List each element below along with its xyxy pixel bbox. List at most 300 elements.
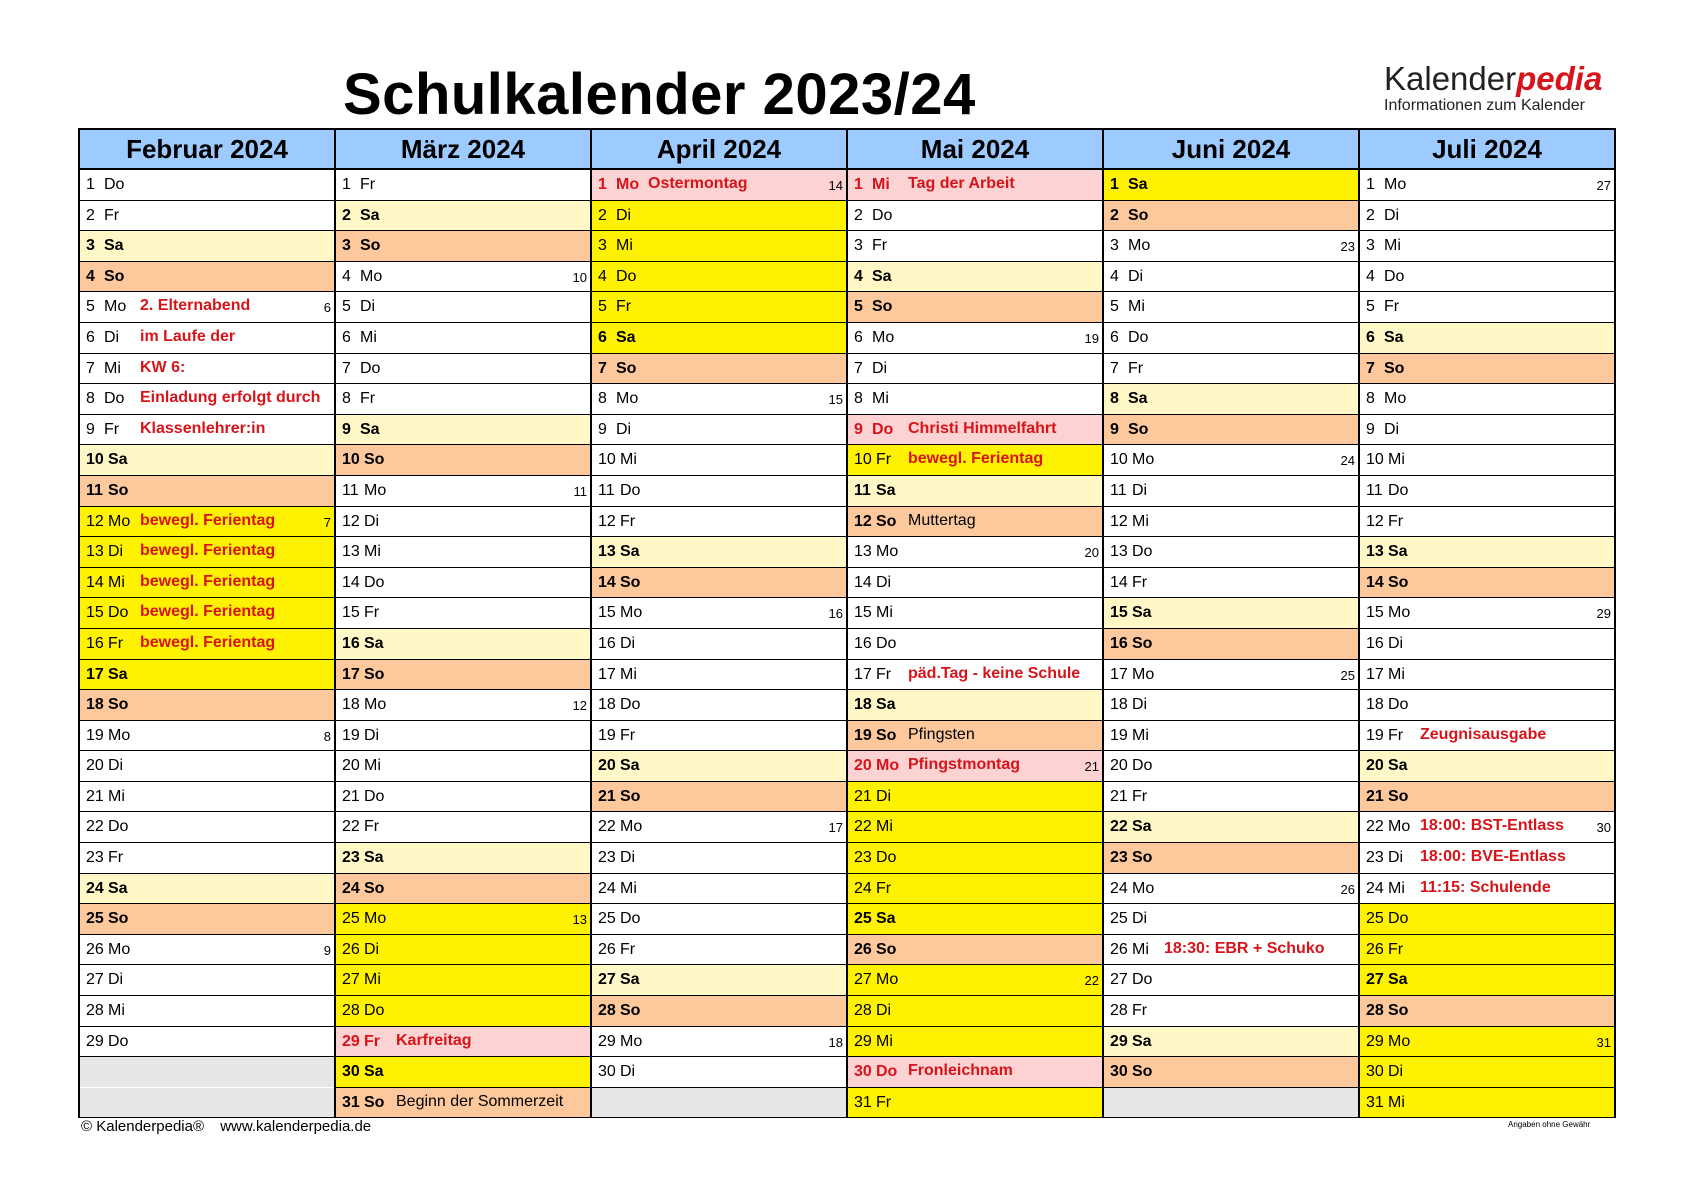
weekday-label: So	[364, 451, 385, 469]
day-row	[848, 690, 1102, 721]
weekday-label: Mi	[620, 665, 637, 683]
weekday-label: Mo	[620, 604, 643, 622]
weekday-label: Fr	[616, 298, 632, 316]
week-number: 9	[323, 942, 331, 958]
day-number: 7	[342, 359, 351, 377]
day-number: 5	[342, 298, 351, 316]
day-row	[336, 354, 590, 385]
day-number: 14	[598, 573, 616, 591]
day-row	[848, 292, 1102, 323]
weekday-label: Mi	[872, 390, 889, 408]
day-row	[80, 751, 334, 782]
day-note: Beginn der Sommerzeit	[396, 1092, 564, 1110]
weekday-label: Mo	[616, 176, 640, 193]
day-number: 7	[854, 359, 863, 377]
weekday-label: Fr	[1132, 787, 1148, 805]
weekday-label: Fr	[620, 940, 636, 958]
day-number: 22	[1110, 818, 1128, 836]
day-row	[1360, 874, 1614, 905]
weekday-label: Mo	[108, 940, 131, 958]
day-row	[80, 721, 334, 752]
day-row	[592, 231, 846, 262]
weekday-label: Sa	[1132, 604, 1152, 622]
day-number: 22	[598, 818, 616, 836]
day-number: 21	[1110, 787, 1128, 805]
day-number: 6	[342, 328, 351, 346]
weekday-label: Do	[1384, 267, 1405, 285]
day-row	[336, 1088, 590, 1119]
weekday-label: Sa	[104, 237, 124, 255]
day-number: 10	[86, 451, 104, 469]
day-number: 30	[1110, 1063, 1128, 1081]
weekday-label: Fr	[1132, 573, 1148, 591]
day-number: 9	[1366, 420, 1375, 438]
day-number: 11	[598, 481, 615, 499]
weekday-label: Di	[876, 787, 892, 805]
weekday-label: Mo	[1384, 390, 1407, 408]
weekday-label: Do	[1128, 328, 1149, 346]
day-number: 28	[86, 1002, 104, 1020]
day-row	[80, 445, 334, 476]
day-number: 9	[342, 420, 351, 438]
month-header: Juli 2024	[1360, 130, 1614, 170]
day-row	[1360, 598, 1614, 629]
day-row	[80, 935, 334, 966]
day-number: 16	[854, 634, 872, 652]
weekday-label: So	[876, 512, 897, 530]
weekday-label: So	[108, 696, 129, 714]
day-row	[848, 201, 1102, 232]
day-row	[592, 935, 846, 966]
day-number: 23	[342, 849, 360, 867]
day-row	[336, 323, 590, 354]
weekday-label: Do	[876, 849, 897, 867]
day-row	[336, 660, 590, 691]
weekday-label: So	[1388, 1002, 1409, 1020]
day-number: 10	[598, 451, 616, 469]
day-row	[80, 965, 334, 996]
day-row	[848, 1027, 1102, 1058]
day-row	[592, 843, 846, 874]
day-row	[1104, 874, 1358, 905]
day-number: 10	[854, 451, 872, 469]
day-row	[80, 690, 334, 721]
weekday-label: So	[364, 879, 385, 897]
day-number: 26	[1110, 940, 1128, 958]
day-row	[1104, 721, 1358, 752]
weekday-label: Fr	[876, 665, 892, 683]
day-row	[1360, 782, 1614, 813]
weekday-label: Mi	[872, 176, 890, 193]
week-number: 31	[1596, 1034, 1611, 1050]
day-row	[1360, 721, 1614, 752]
day-row	[80, 415, 334, 446]
day-number: 1	[1366, 176, 1375, 193]
day-row	[336, 935, 590, 966]
day-row	[80, 568, 334, 599]
day-number: 29	[598, 1032, 616, 1050]
week-number: 21	[1084, 759, 1099, 775]
day-number: 8	[342, 390, 351, 408]
weekday-label: Do	[104, 176, 125, 193]
week-number: 16	[828, 606, 843, 622]
weekday-label: Mo	[1132, 665, 1155, 683]
day-number: 24	[1110, 879, 1128, 897]
week-number: 19	[1084, 330, 1099, 346]
weekday-label: Mo	[872, 328, 895, 346]
weekday-label: Di	[616, 206, 632, 224]
day-row	[1360, 537, 1614, 568]
day-row	[848, 231, 1102, 262]
weekday-label: Fr	[876, 1093, 892, 1111]
day-row	[592, 751, 846, 782]
weekday-label: Fr	[360, 176, 376, 193]
weekday-label: Fr	[364, 1032, 380, 1050]
day-number: 2	[1366, 206, 1375, 224]
weekday-label: Fr	[1384, 298, 1400, 316]
day-note: 2. Elternabend	[140, 297, 251, 315]
day-number: 19	[1366, 726, 1384, 744]
day-number: 29	[1366, 1032, 1384, 1050]
day-number: 13	[1366, 543, 1384, 561]
day-row	[1360, 690, 1614, 721]
day-number: 21	[598, 787, 616, 805]
weekday-label: Di	[1132, 696, 1148, 714]
weekday-label: Sa	[620, 543, 640, 561]
day-row	[80, 384, 334, 415]
week-number: 6	[323, 300, 331, 316]
week-number: 12	[572, 698, 587, 714]
day-number: 4	[342, 267, 351, 285]
weekday-label: So	[364, 665, 385, 683]
day-row	[336, 721, 590, 752]
day-row	[592, 292, 846, 323]
weekday-label: So	[1128, 206, 1149, 224]
day-row	[848, 415, 1102, 446]
day-number: 8	[854, 390, 863, 408]
weekday-label: Di	[364, 940, 380, 958]
weekday-label: Sa	[876, 481, 896, 499]
weekday-label: So	[616, 359, 637, 377]
day-row	[848, 629, 1102, 660]
day-number: 4	[1110, 267, 1119, 285]
day-number: 11	[1366, 481, 1383, 499]
week-number: 14	[828, 178, 843, 193]
weekday-label: Di	[1384, 420, 1400, 438]
day-number: 28	[342, 1002, 360, 1020]
day-row	[592, 812, 846, 843]
weekday-label: So	[364, 1093, 385, 1111]
day-row	[1360, 384, 1614, 415]
day-note: päd.Tag - keine Schule	[908, 664, 1081, 682]
weekday-label: Do	[108, 818, 129, 836]
day-note: bewegl. Ferientag	[140, 633, 276, 651]
day-number: 30	[1366, 1063, 1384, 1081]
day-number: 24	[1366, 879, 1384, 897]
day-number: 6	[854, 328, 863, 346]
day-number: 14	[1110, 573, 1128, 591]
weekday-label: Fr	[620, 512, 636, 530]
day-number: 16	[342, 634, 360, 652]
weekday-label: Mo	[1388, 1032, 1411, 1050]
footer-url: www.kalenderpedia.de	[220, 1118, 372, 1135]
day-row	[80, 170, 334, 201]
day-number: 20	[1110, 757, 1128, 775]
day-note: Christi Himmelfahrt	[908, 419, 1057, 437]
day-number: 24	[86, 879, 104, 897]
day-number: 21	[854, 787, 872, 805]
day-row	[1104, 965, 1358, 996]
day-row	[1104, 384, 1358, 415]
day-number: 26	[1366, 940, 1384, 958]
week-number: 18	[828, 1034, 843, 1050]
weekday-label: Do	[104, 390, 125, 408]
weekday-label: Do	[108, 604, 129, 622]
weekday-label: Di	[364, 512, 380, 530]
weekday-label: Sa	[1388, 971, 1408, 989]
weekday-label: Mi	[876, 604, 893, 622]
weekday-label: Mi	[876, 818, 893, 836]
day-row	[848, 782, 1102, 813]
weekday-label: Do	[1132, 971, 1153, 989]
footer-credits	[81, 1118, 371, 1135]
month-header: Mai 2024	[848, 130, 1102, 170]
weekday-label: Mo	[1388, 604, 1411, 622]
weekday-label: So	[104, 267, 125, 285]
day-number: 14	[854, 573, 872, 591]
day-number: 4	[86, 267, 95, 285]
weekday-label: Do	[364, 573, 385, 591]
day-number: 13	[854, 543, 872, 561]
weekday-label: Sa	[360, 206, 380, 224]
day-number: 27	[854, 971, 872, 989]
day-row	[1360, 965, 1614, 996]
weekday-label: Di	[616, 420, 632, 438]
weekday-label: Sa	[1132, 1032, 1152, 1050]
day-row	[592, 537, 846, 568]
day-number: 25	[342, 910, 360, 928]
day-note: 18:00: BVE-Entlass	[1420, 848, 1566, 866]
day-row	[80, 629, 334, 660]
month-column	[80, 130, 336, 1118]
day-number: 18	[854, 696, 872, 714]
week-number: 20	[1084, 545, 1099, 561]
brand-name	[1384, 61, 1616, 97]
day-row	[336, 843, 590, 874]
day-number: 9	[1110, 420, 1119, 438]
day-number: 23	[598, 849, 616, 867]
weekday-label: Fr	[1128, 359, 1144, 377]
day-row	[336, 904, 590, 935]
day-row	[592, 904, 846, 935]
day-row	[592, 660, 846, 691]
day-number: 23	[86, 849, 104, 867]
month-header: Juni 2024	[1104, 130, 1358, 170]
day-row	[592, 965, 846, 996]
day-row	[80, 1027, 334, 1058]
weekday-label: Sa	[108, 665, 128, 683]
weekday-label: Mo	[1132, 451, 1155, 469]
day-row	[80, 354, 334, 385]
day-row	[336, 568, 590, 599]
day-row	[1104, 354, 1358, 385]
day-number: 23	[1110, 849, 1128, 867]
day-number: 11	[342, 481, 359, 499]
weekday-label: Di	[876, 1002, 892, 1020]
day-number: 16	[1110, 634, 1128, 652]
day-row	[592, 354, 846, 385]
month-header: April 2024	[592, 130, 846, 170]
day-number: 15	[86, 604, 104, 622]
day-number: 5	[854, 298, 863, 316]
weekday-label: Fr	[1132, 1002, 1148, 1020]
day-number: 7	[1366, 359, 1375, 377]
month-column	[1360, 130, 1616, 1118]
day-row	[1104, 292, 1358, 323]
day-number: 8	[1110, 390, 1119, 408]
day-number: 19	[342, 726, 360, 744]
day-number: 3	[1110, 237, 1119, 255]
weekday-label: Di	[108, 757, 124, 775]
weekday-label: Sa	[108, 451, 128, 469]
weekday-label: Mo	[876, 757, 900, 775]
day-number: 22	[342, 818, 360, 836]
day-row	[848, 965, 1102, 996]
day-row	[1360, 445, 1614, 476]
weekday-label: So	[872, 298, 893, 316]
day-number: 18	[1366, 696, 1384, 714]
day-note: KW 6:	[140, 358, 186, 376]
weekday-label: Mi	[620, 451, 637, 469]
day-row	[848, 751, 1102, 782]
weekday-label: Do	[620, 696, 641, 714]
weekday-label: So	[876, 726, 897, 744]
day-row	[336, 445, 590, 476]
day-number: 7	[86, 359, 95, 377]
day-number: 29	[1110, 1032, 1128, 1050]
week-number: 10	[572, 269, 587, 285]
day-number: 13	[1110, 543, 1128, 561]
day-row	[1360, 629, 1614, 660]
day-row	[80, 262, 334, 293]
week-number: 25	[1340, 667, 1355, 683]
weekday-label: Mi	[1388, 665, 1405, 683]
day-number: 9	[86, 420, 95, 438]
day-row	[1104, 598, 1358, 629]
day-row	[1104, 690, 1358, 721]
day-row	[1104, 537, 1358, 568]
day-number: 1	[854, 176, 863, 193]
day-number: 29	[86, 1032, 104, 1050]
day-number: 27	[86, 971, 104, 989]
day-row	[1360, 1057, 1614, 1088]
day-note: Zeugnisausgabe	[1420, 725, 1547, 743]
weekday-label: Mi	[1132, 940, 1149, 958]
weekday-label: Di	[360, 298, 376, 316]
day-number: 7	[598, 359, 607, 377]
day-row	[1360, 1027, 1614, 1058]
weekday-label: So	[1388, 573, 1409, 591]
day-number: 28	[854, 1002, 872, 1020]
weekday-label: Do	[1132, 757, 1153, 775]
weekday-label: Mi	[108, 1002, 125, 1020]
footer-disclaimer: Angaben ohne Gewähr	[1508, 1120, 1591, 1129]
day-row	[1360, 476, 1614, 507]
day-number: 5	[86, 298, 95, 316]
weekday-label: Di	[876, 573, 892, 591]
weekday-label: Fr	[108, 849, 124, 867]
day-row	[1104, 904, 1358, 935]
weekday-label: So	[1388, 787, 1409, 805]
weekday-label: Mi	[364, 757, 381, 775]
weekday-label: So	[1128, 420, 1149, 438]
day-row	[592, 507, 846, 538]
weekday-label: Di	[620, 634, 636, 652]
weekday-label: Do	[108, 1032, 129, 1050]
weekday-label: Sa	[876, 696, 896, 714]
day-number: 15	[342, 604, 360, 622]
day-note: Pfingstmontag	[908, 756, 1020, 774]
month-column	[1104, 130, 1360, 1118]
weekday-label: Do	[364, 1002, 385, 1020]
day-row	[1360, 354, 1614, 385]
day-row	[848, 721, 1102, 752]
weekday-label: Mi	[1128, 298, 1145, 316]
day-number: 6	[1110, 328, 1119, 346]
weekday-label: Di	[104, 328, 120, 346]
week-number: 17	[828, 820, 843, 836]
weekday-label: Mi	[104, 359, 121, 377]
day-row	[336, 690, 590, 721]
weekday-label: Mo	[364, 481, 387, 499]
day-number: 22	[1366, 818, 1384, 836]
day-number: 30	[854, 1063, 872, 1081]
day-row	[1104, 262, 1358, 293]
day-row	[1104, 201, 1358, 232]
weekday-label: Sa	[620, 757, 640, 775]
day-row	[336, 996, 590, 1027]
weekday-label: Mo	[620, 818, 643, 836]
day-row	[848, 996, 1102, 1027]
day-row	[80, 812, 334, 843]
day-number: 14	[342, 573, 360, 591]
weekday-label: Mo	[1384, 176, 1407, 193]
day-number: 8	[1366, 390, 1375, 408]
day-row	[336, 415, 590, 446]
day-number: 30	[342, 1063, 360, 1081]
day-number: 4	[1366, 267, 1375, 285]
day-row	[80, 323, 334, 354]
weekday-label: So	[620, 573, 641, 591]
weekday-label: Sa	[1388, 543, 1408, 561]
empty-day-cell	[592, 1088, 846, 1119]
day-note: im Laufe der	[140, 327, 236, 345]
day-row	[1360, 660, 1614, 691]
weekday-label: Sa	[108, 879, 128, 897]
day-number: 14	[86, 573, 104, 591]
weekday-label: Di	[1388, 849, 1404, 867]
weekday-label: Di	[620, 849, 636, 867]
day-row	[592, 874, 846, 905]
day-row	[80, 843, 334, 874]
day-note: Ostermontag	[648, 175, 748, 192]
day-note: bewegl. Ferientag	[140, 603, 276, 621]
day-number: 6	[86, 328, 95, 346]
weekday-label: Do	[1388, 696, 1409, 714]
day-row	[592, 629, 846, 660]
day-row	[1360, 323, 1614, 354]
day-row	[592, 996, 846, 1027]
